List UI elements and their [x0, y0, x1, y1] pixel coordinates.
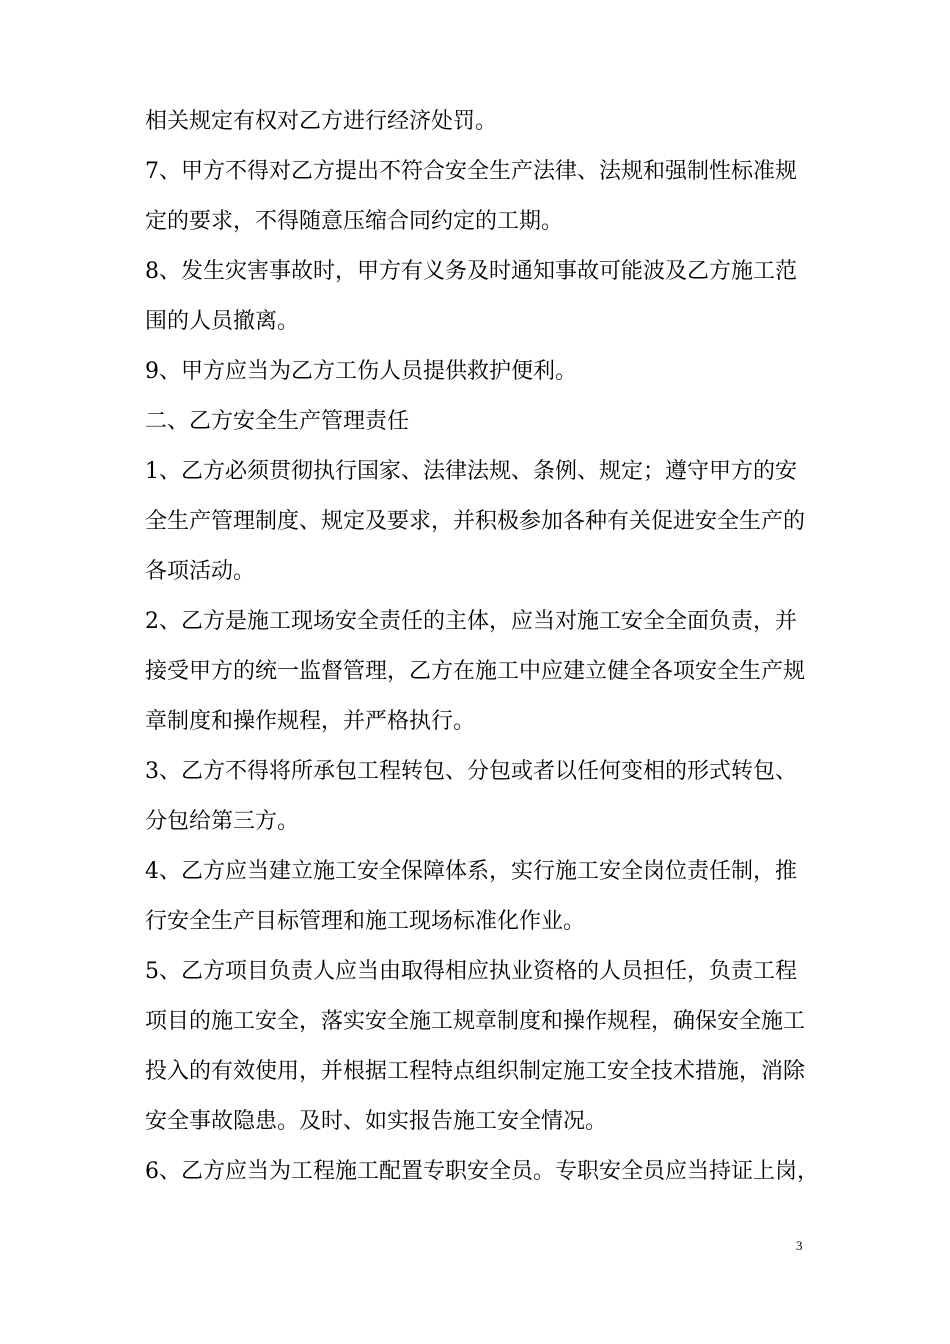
text-line: 各项活动。: [145, 559, 256, 584]
text-line: 接受甲方的统一监督管理，乙方在施工中应建立健全各项安全生产规: [145, 659, 806, 684]
text-line: 1、乙方必须贯彻执行国家、法律法规、条例、规定；遵守甲方的安: [145, 459, 797, 484]
text-line: 5、乙方项目负责人应当由取得相应执业资格的人员担任，负责工程: [145, 959, 797, 984]
section-heading: 二、乙方安全生产管理责任: [145, 409, 410, 434]
text-line: 7、甲方不得对乙方提出不符合安全生产法律、法规和强制性标准规: [145, 159, 797, 184]
text-line: 全生产管理制度、规定及要求，并积极参加各种有关促进安全生产的: [145, 509, 806, 534]
text-line: 6、乙方应当为工程施工配置专职安全员。专职安全员应当持证上岗，: [145, 1159, 819, 1184]
text-line: 章制度和操作规程，并严格执行。: [145, 709, 476, 734]
text-line: 3、乙方不得将所承包工程转包、分包或者以任何变相的形式转包、: [145, 759, 797, 784]
text-line: 8、发生灾害事故时，甲方有义务及时通知事故可能波及乙方施工范: [145, 259, 797, 284]
text-line: 9、甲方应当为乙方工伤人员提供救护便利。: [145, 359, 577, 384]
text-line: 投入的有效使用，并根据工程特点组织制定施工安全技术措施，消除: [145, 1059, 806, 1084]
text-line: 行安全生产目标管理和施工现场标准化作业。: [145, 909, 586, 934]
body-text: [145, 97, 819, 1197]
page-number: 3: [796, 1238, 803, 1253]
text-line: 2、乙方是施工现场安全责任的主体，应当对施工安全全面负责，并: [145, 609, 797, 634]
text-line: 相关规定有权对乙方进行经济处罚。: [145, 109, 498, 134]
text-line: 定的要求，不得随意压缩合同约定的工期。: [145, 209, 564, 234]
text-line: 安全事故隐患。及时、如实报告施工安全情况。: [145, 1109, 608, 1134]
text-line: 分包给第三方。: [145, 809, 300, 834]
text-line: 围的人员撤离。: [145, 309, 300, 334]
text-line: 4、乙方应当建立施工安全保障体系，实行施工安全岗位责任制，推: [145, 859, 797, 884]
text-line: 项目的施工安全，落实安全施工规章制度和操作规程，确保安全施工: [145, 1009, 806, 1034]
